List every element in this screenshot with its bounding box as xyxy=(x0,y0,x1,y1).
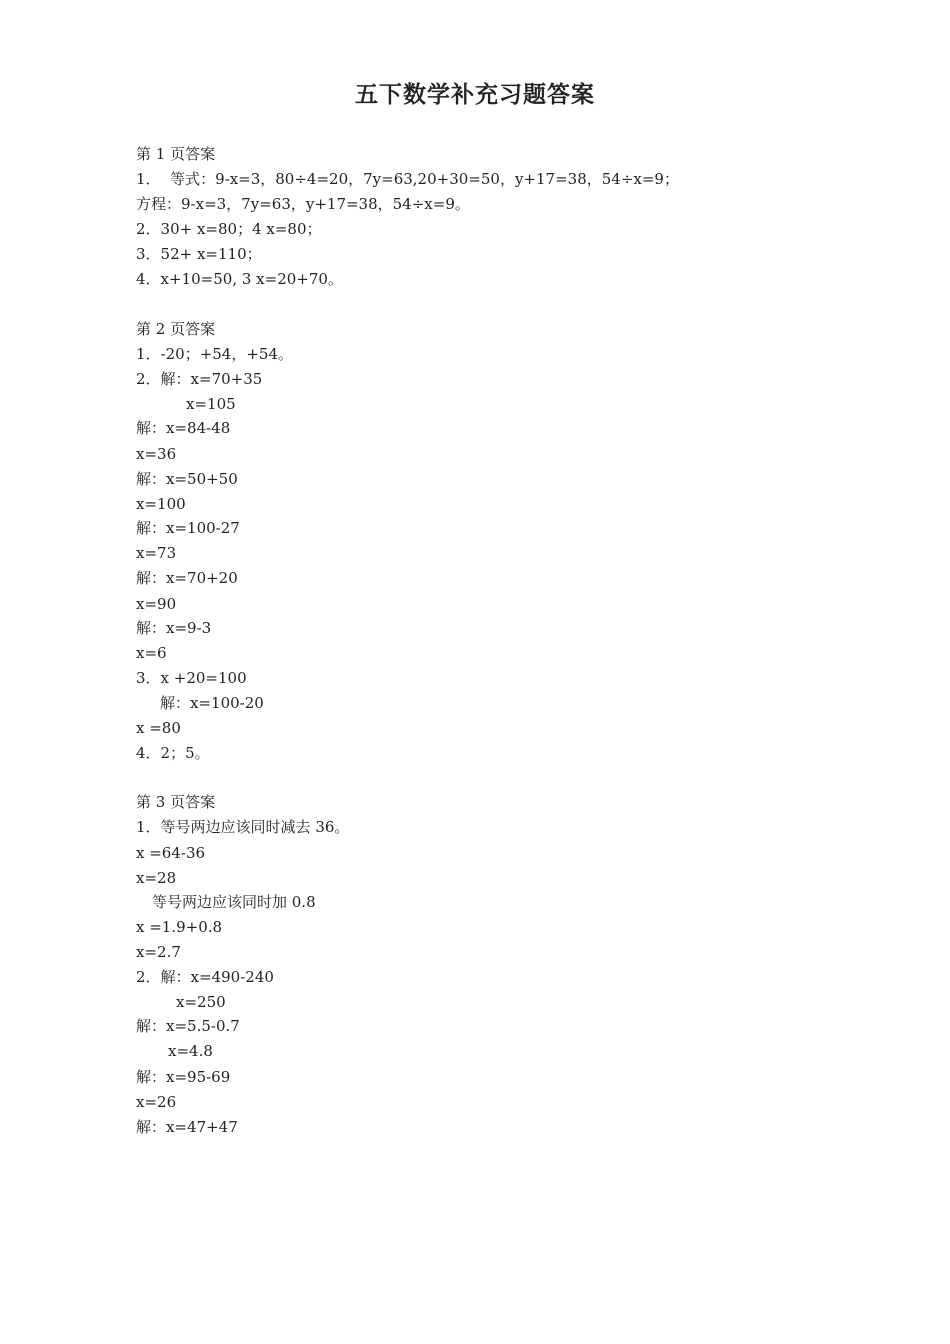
answer-line: 解：x=50+50 xyxy=(136,470,238,488)
answer-line: x=100 xyxy=(136,495,186,513)
answer-line: 解：x=84-48 xyxy=(136,419,231,437)
answer-line: x=73 xyxy=(136,544,177,562)
answer-line: 1． 等式：9-x=3，80÷4=20，7y=63,20+30=50，y+17=38，54÷x=9； xyxy=(136,170,679,188)
answer-line: 2．解：x=70+35 xyxy=(136,370,263,388)
answer-line: 2．解：x=490-240 xyxy=(136,968,274,986)
section-heading-page-3: 第 3 页答案 xyxy=(136,793,216,811)
answer-line: x=26 xyxy=(136,1093,177,1111)
answer-line: 解：x=70+20 xyxy=(136,569,238,587)
answer-line: 3．52+ x=110； xyxy=(136,245,262,263)
answer-line: x =1.9+0.8 xyxy=(136,918,223,936)
answer-line: 解：x=100-27 xyxy=(136,519,240,537)
answer-line: 解：x=100-20 xyxy=(160,694,264,712)
answer-line: 解：x=95-69 xyxy=(136,1068,231,1086)
section-heading-page-1: 第 1 页答案 xyxy=(136,145,216,163)
answer-line: 1．等号两边应该同时减去 36。 xyxy=(136,818,350,836)
answer-line: x=105 xyxy=(186,395,236,413)
answer-line: x =80 xyxy=(136,719,181,737)
answer-line: x=2.7 xyxy=(136,943,181,961)
answer-line: 4．x+10=50, 3 x=20+70。 xyxy=(136,270,343,288)
answer-line: 2．30+ x=80；4 x=80； xyxy=(136,220,322,238)
answer-line: x=4.8 xyxy=(168,1042,213,1060)
answer-line: x=28 xyxy=(136,869,177,887)
answer-line: 解：x=47+47 xyxy=(136,1118,238,1136)
answer-line: x=250 xyxy=(176,993,226,1011)
page-title: 五下数学补充习题答案 xyxy=(355,82,595,108)
answer-line: x=6 xyxy=(136,644,167,662)
answer-line: 3．x +20=100 xyxy=(136,669,247,687)
section-heading-page-2: 第 2 页答案 xyxy=(136,320,216,338)
answer-line: 1．-20；+54，+54。 xyxy=(136,345,294,363)
answer-line: x=90 xyxy=(136,595,177,613)
answer-line: 解：x=9-3 xyxy=(136,619,212,637)
answer-line: x =64-36 xyxy=(136,844,206,862)
answer-line: 4．2；5。 xyxy=(136,744,210,762)
answer-line: 解：x=5.5-0.7 xyxy=(136,1017,240,1035)
answer-line: 等号两边应该同时加 0.8 xyxy=(152,893,316,911)
answer-line: x=36 xyxy=(136,445,177,463)
answer-line: 方程：9-x=3，7y=63，y+17=38，54÷x=9。 xyxy=(136,195,470,213)
